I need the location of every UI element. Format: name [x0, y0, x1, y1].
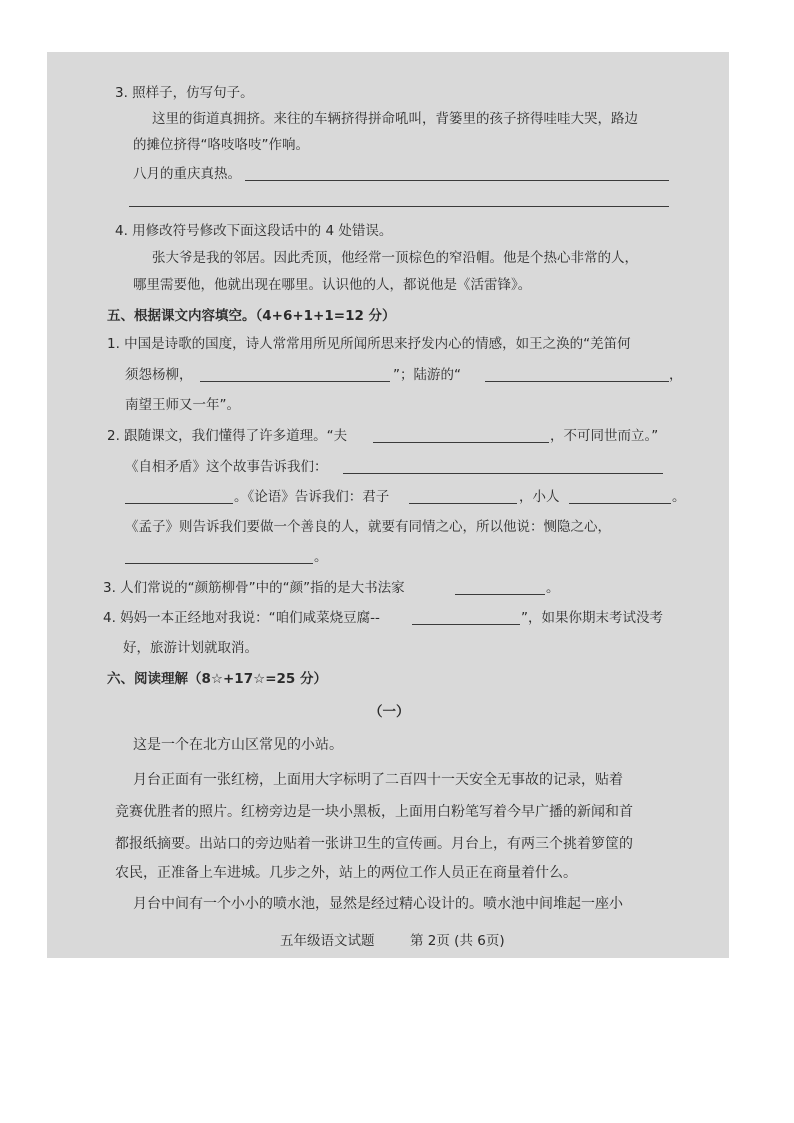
sec5-q2-line3-mid: 。《论语》告诉我们：君子: [234, 489, 390, 505]
q4-title: 4. 用修改符号修改下面这段话中的 4 处错误。: [115, 223, 393, 239]
reading-para-3-line1: 月台中间有一个小小的喷水池，显然是经过精心设计的。喷水池中间堆起一座小: [133, 896, 623, 912]
sec5-q1-line2-end: ，: [669, 367, 683, 383]
reading-para-1: 这是一个在北方山区常见的小站。: [133, 737, 343, 753]
sec5-q1-line3: 南望王师又一年”。: [125, 397, 240, 413]
sec5-q4-line2: 好，旅游计划就取消。: [123, 640, 258, 656]
reading-para-2-line4: 农民，正准备上车进城。几步之外，站上的两位工作人员正在商量着什么。: [115, 865, 577, 881]
sec5-q2-blank-4[interactable]: [409, 503, 517, 504]
footer-page-number: 第 2页 (共 6页): [410, 933, 505, 949]
sec5-q2-blank-1[interactable]: [373, 442, 549, 443]
q4-text-line1: 张大爷是我的邻居。因此秃顶，他经常一顶棕色的窄沿帽。他是个热心非常的人，: [152, 250, 638, 266]
sec5-q2-blank-2[interactable]: [343, 473, 663, 474]
sec5-q2-blank-6[interactable]: [125, 563, 313, 564]
sec5-q3-end: 。: [546, 580, 560, 596]
scanned-page: [47, 52, 729, 958]
q3-example-line1: 这里的街道真拥挤。来往的车辆挤得拼命吼叫，背篓里的孩子挤得哇哇大哭，路边: [152, 111, 638, 127]
q3-answer-line-2[interactable]: [129, 206, 669, 207]
sec5-q2-line2: 《自相矛盾》这个故事告诉我们：: [125, 459, 328, 475]
reading-part-title: （一）: [369, 704, 410, 720]
sec5-q4-line1-start: 4. 妈妈一本正经地对我说：“咱们咸菜烧豆腐--: [103, 610, 380, 626]
sec5-q2-line4: 《孟子》则告诉我们要做一个善良的人，就要有同情之心，所以他说：恻隐之心，: [125, 519, 611, 535]
sec5-q1-line1: 1. 中国是诗歌的国度，诗人常常用所见所闻所思来抒发内心的情感，如王之涣的“羌笛何: [107, 336, 631, 352]
sec5-q1-line2-mid: ”；陆游的“: [393, 367, 461, 383]
sec5-q1-blank-1[interactable]: [200, 381, 390, 382]
section6-heading: 六、阅读理解（8☆+17☆=25 分）: [107, 671, 327, 687]
footer-title: 五年级语文试题: [280, 933, 375, 949]
sec5-q2-blank-5[interactable]: [569, 503, 671, 504]
sec5-q2-line3-mid2: ，小人: [519, 489, 560, 505]
section5-heading: 五、根据课文内容填空。（4+6+1+1=12 分）: [107, 308, 396, 324]
sec5-q1-blank-2[interactable]: [485, 381, 669, 382]
sec5-q2-line1-end: ，不可同世而立。”: [550, 428, 659, 444]
reading-para-2-line2: 竞赛优胜者的照片。红榜旁边是一块小黑板，上面用白粉笔写着今早广播的新闻和首: [115, 804, 633, 820]
sec5-q2-line3-end: 。: [672, 489, 686, 505]
sec5-q3-start: 3. 人们常说的“颜筋柳骨”中的“颜”指的是大书法家: [103, 580, 405, 596]
q3-prompt: 八月的重庆真热。: [133, 166, 241, 182]
q4-text-line2: 哪里需要他，他就出现在哪里。认识他的人，都说他是《活雷锋》。: [133, 277, 532, 293]
sec5-q4-blank[interactable]: [412, 624, 520, 625]
reading-para-2-line1: 月台正面有一张红榜，上面用大字标明了二百四十一天安全无事故的记录，贴着: [133, 772, 623, 788]
q3-example-line2: 的摊位挤得“咯吱咯吱”作响。: [133, 137, 309, 153]
reading-para-2-line3: 都报纸摘要。出站口的旁边贴着一张讲卫生的宣传画。月台上，有两三个挑着箩筐的: [115, 836, 633, 852]
q3-title: 3. 照样子，仿写句子。: [115, 85, 254, 101]
sec5-q2-line5-end: 。: [314, 549, 328, 565]
sec5-q2-line1-start: 2. 跟随课文，我们懂得了许多道理。“夫: [107, 428, 348, 444]
sec5-q3-blank[interactable]: [455, 594, 545, 595]
sec5-q2-blank-3[interactable]: [125, 503, 233, 504]
sec5-q4-line1-end: ”，如果你期末考试没考: [521, 610, 663, 626]
q3-answer-line-1[interactable]: [245, 180, 669, 181]
sec5-q1-line2-start: 须怨杨柳，: [125, 367, 193, 383]
